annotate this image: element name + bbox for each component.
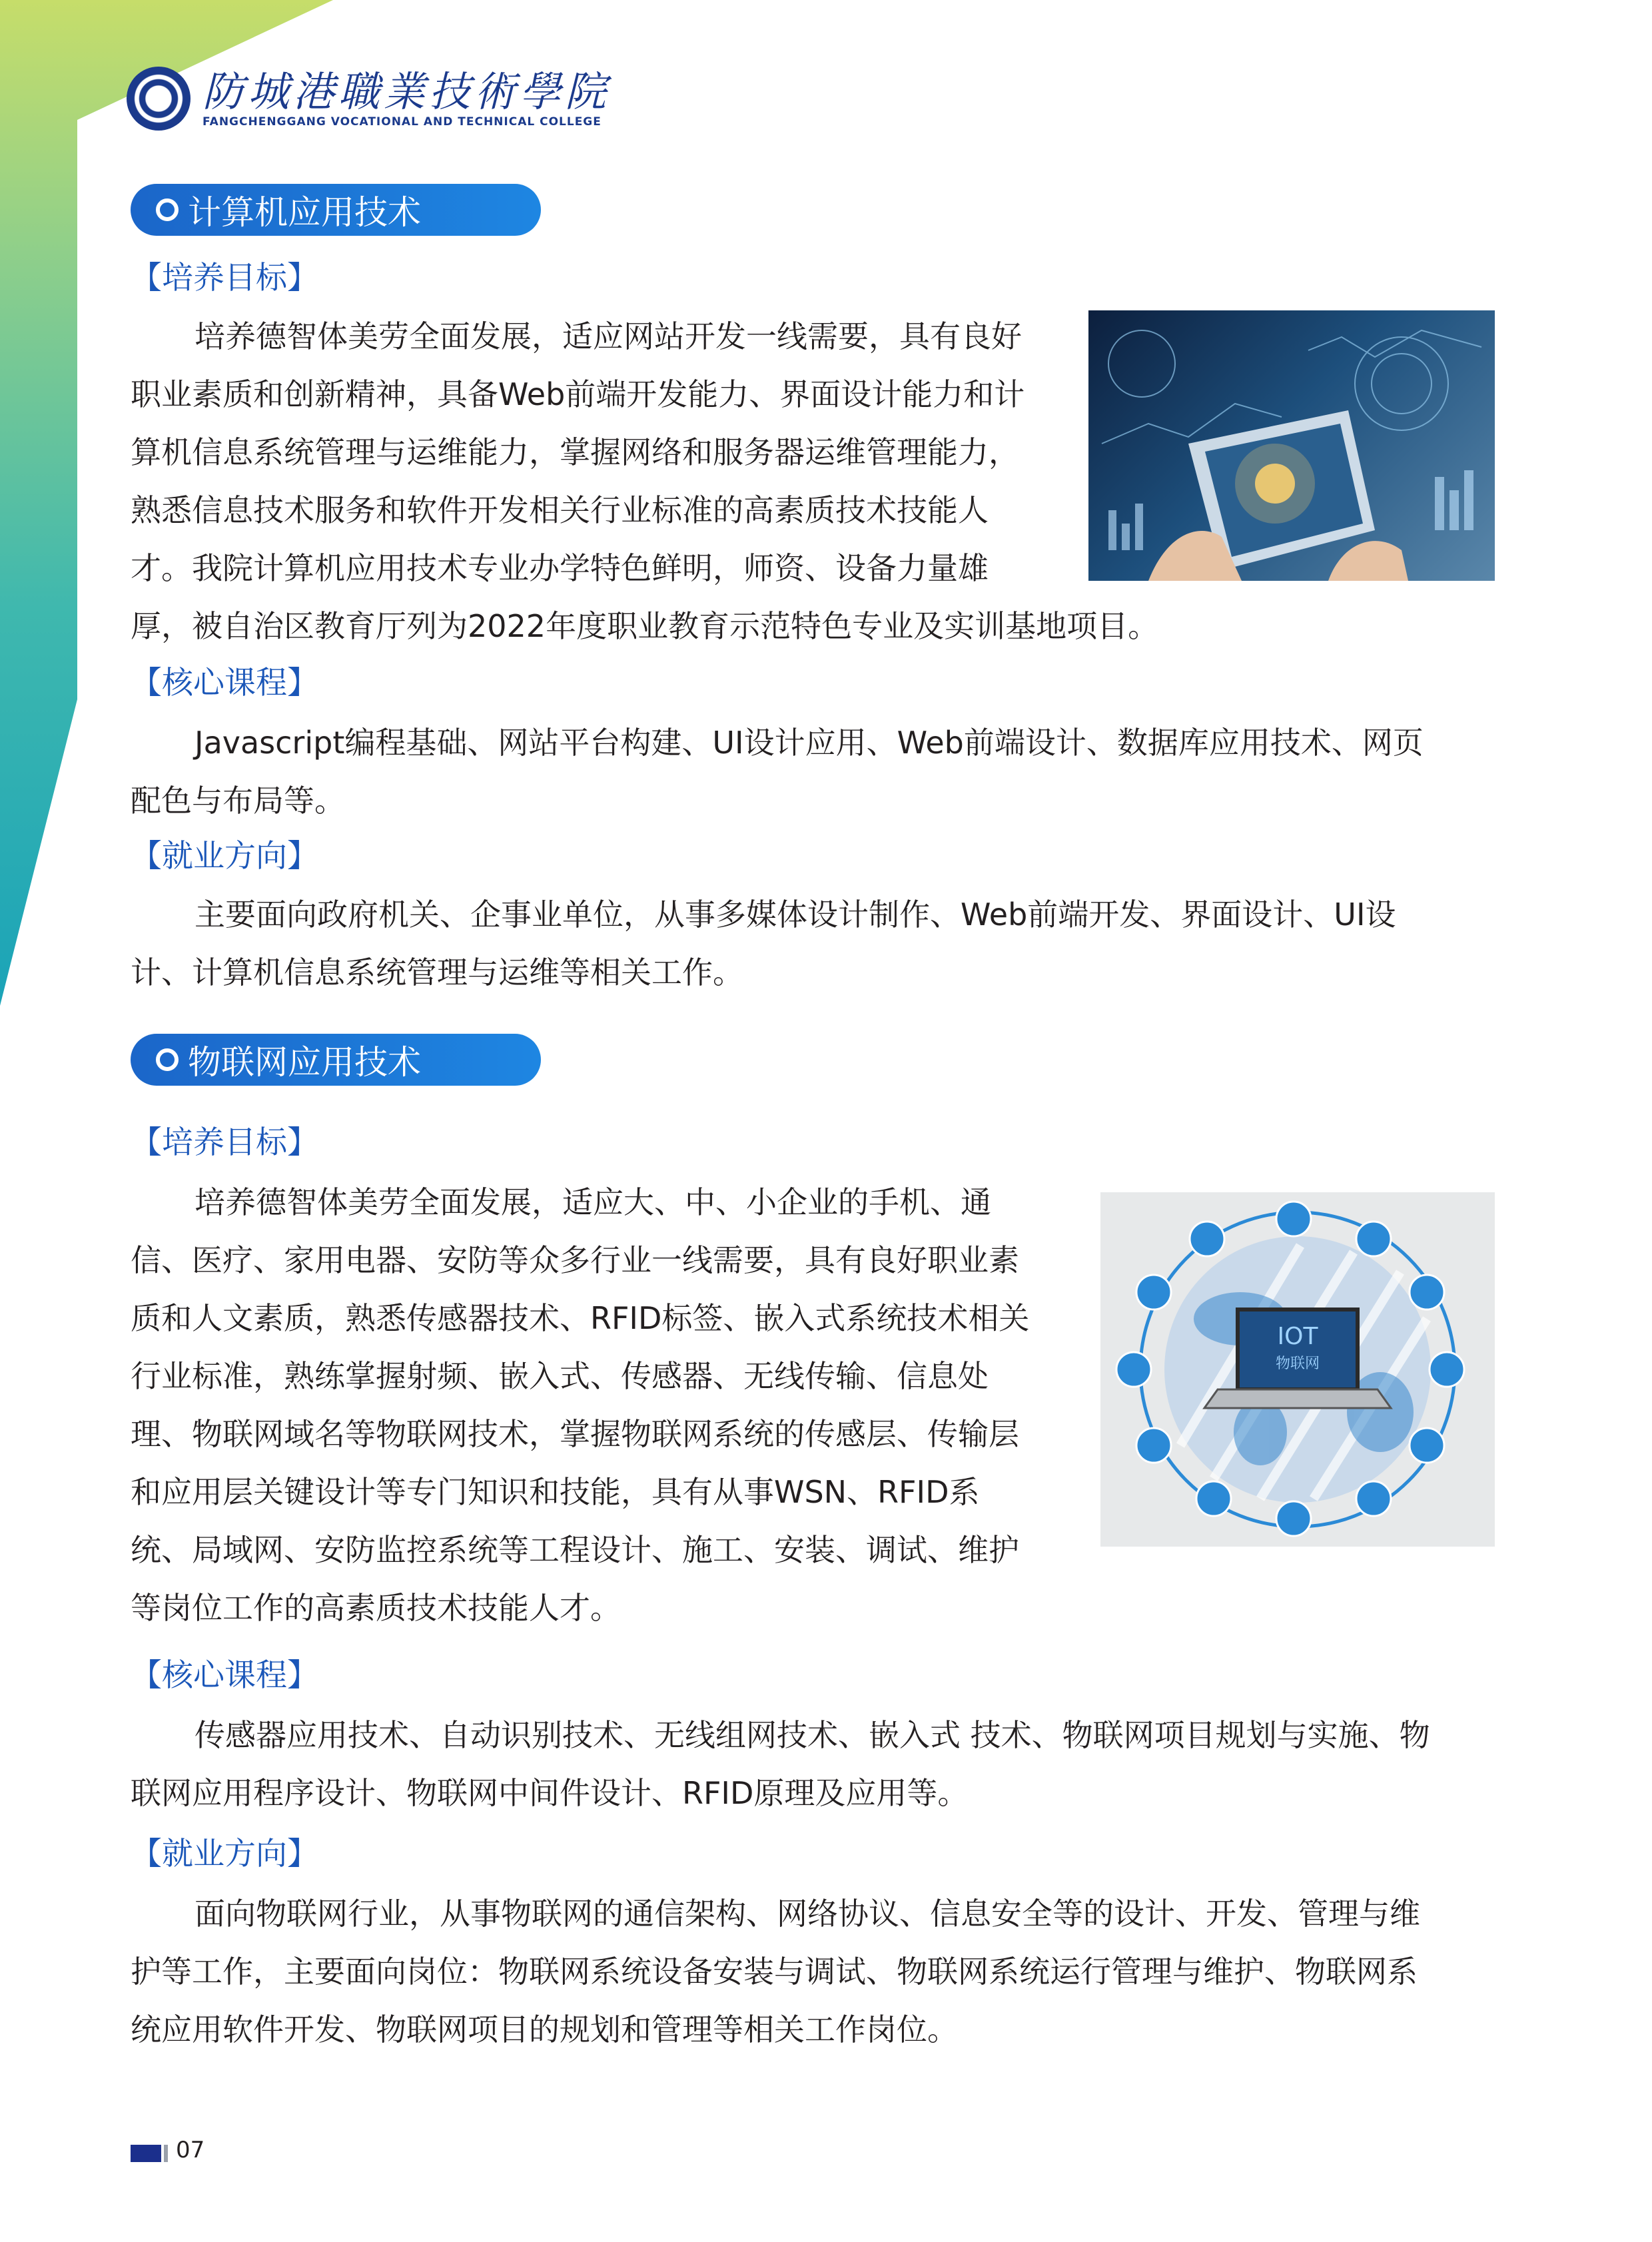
text-line: 护等工作，主要面向岗位：物联网系统设备安装与调试、物联网系统运行管理与维护、物联网系: [131, 1954, 1418, 1990]
text-line: 主要面向政府机关、企事业单位，从事多媒体设计制作、Web前端开发、界面设计、UI设: [195, 897, 1396, 933]
text-line: 培养德智体美劳全面发展，适应大、中、小企业的手机、通: [195, 1184, 991, 1220]
circle-icon: [156, 198, 179, 221]
text-line: 行业标准，熟练掌握射频、嵌入式、传感器、无线传输、信息处: [131, 1358, 989, 1394]
page-number: 07: [176, 2137, 205, 2163]
job-paragraph: [131, 1885, 1495, 2059]
text-line: 厚，被自治区教育厅列为2022年度职业教育示范特色专业及实训基地项目。: [131, 608, 1159, 644]
goal-paragraph-end: [131, 597, 1495, 655]
text-line: 质和人文素质，熟悉传感器技术、RFID标签、嵌入式系统技术相关: [131, 1300, 1030, 1336]
text-line: 统、局域网、安防监控系统等工程设计、施工、安装、调试、维护: [131, 1532, 1019, 1568]
text-line: 熟悉信息技术服务和软件开发相关行业标准的高素质技术技能人: [131, 492, 989, 528]
course-label: 【核心课程】: [131, 665, 318, 701]
text-line: 理、物联网域名等物联网技术，掌握物联网系统的传感层、传输层: [131, 1416, 1019, 1452]
goal-paragraph: [131, 308, 1072, 597]
section-title: 计算机应用技术: [188, 193, 421, 232]
text-line: 传感器应用技术、自动识别技术、无线组网技术、嵌入式 技术、物联网项目规划与实施、物: [195, 1717, 1430, 1753]
college-name-en: FANGCHENGGANG VOCATIONAL AND TECHNICAL COLLEGE: [203, 115, 602, 129]
circle-icon: [156, 1048, 179, 1071]
tablet-illustration: [1088, 310, 1495, 581]
job-label: 【就业方向】: [131, 838, 318, 875]
text-line: 联网应用程序设计、物联网中间件设计、RFID原理及应用等。: [131, 1775, 969, 1811]
text-line: 等岗位工作的高素质技术技能人才。: [131, 1590, 621, 1626]
iot-diagram: [1100, 1192, 1495, 1547]
college-name-block: [203, 69, 610, 129]
text-line: 计、计算机信息系统管理与运维等相关工作。: [131, 954, 743, 990]
job-paragraph: [131, 886, 1495, 1002]
text-line: 面向物联网行业，从事物联网的通信架构、网络协议、信息安全等的设计、开发、管理与维: [195, 1896, 1420, 1932]
college-logo: [127, 67, 191, 131]
section-title-pill: [131, 1034, 541, 1086]
iot-label-cn: 物联网: [1275, 1355, 1320, 1372]
text-line: 算机信息系统管理与运维能力，掌握网络和服务器运维管理能力，: [131, 434, 1019, 470]
tablet-data-photo: [1088, 310, 1495, 581]
job-label: 【就业方向】: [131, 1836, 318, 1872]
text-line: 配色与布局等。: [131, 783, 345, 819]
college-name-cn: 防城港職業技術學院: [203, 67, 611, 116]
text-line: 才。我院计算机应用技术专业办学特色鲜明，师资、设备力量雄: [131, 550, 989, 586]
text-line: 职业素质和创新精神，具备Web前端开发能力、界面设计能力和计: [131, 376, 1025, 412]
text-line: 和应用层关键设计等专门知识和技能，具有从事WSN、RFID系: [131, 1474, 980, 1510]
text-line: 信、医疗、家用电器、安防等众多行业一线需要，具有良好职业素: [131, 1242, 1019, 1278]
footer-mark: [131, 2145, 161, 2162]
iot-label-en: IOT: [1277, 1323, 1318, 1350]
course-label: 【核心课程】: [131, 1657, 318, 1694]
goal-paragraph: [131, 1174, 1082, 1637]
section-title-pill: [131, 184, 541, 236]
course-paragraph: [131, 1706, 1495, 1822]
text-line: 培养德智体美劳全面发展，适应网站开发一线需要，具有良好: [195, 318, 1022, 354]
iot-network-illustration: [1100, 1192, 1495, 1547]
text-line: 统应用软件开发、物联网项目的规划和管理等相关工作岗位。: [131, 2012, 958, 2048]
goal-label: 【培养目标】: [131, 260, 318, 296]
course-paragraph: [131, 714, 1495, 830]
text-line: Javascript编程基础、网站平台构建、UI设计应用、Web前端设计、数据库应用技术、网页: [195, 725, 1424, 761]
goal-label: 【培养目标】: [131, 1124, 318, 1161]
college-header: [127, 67, 610, 131]
section-title: 物联网应用技术: [188, 1043, 421, 1082]
footer-mark-gray: [164, 2145, 168, 2162]
